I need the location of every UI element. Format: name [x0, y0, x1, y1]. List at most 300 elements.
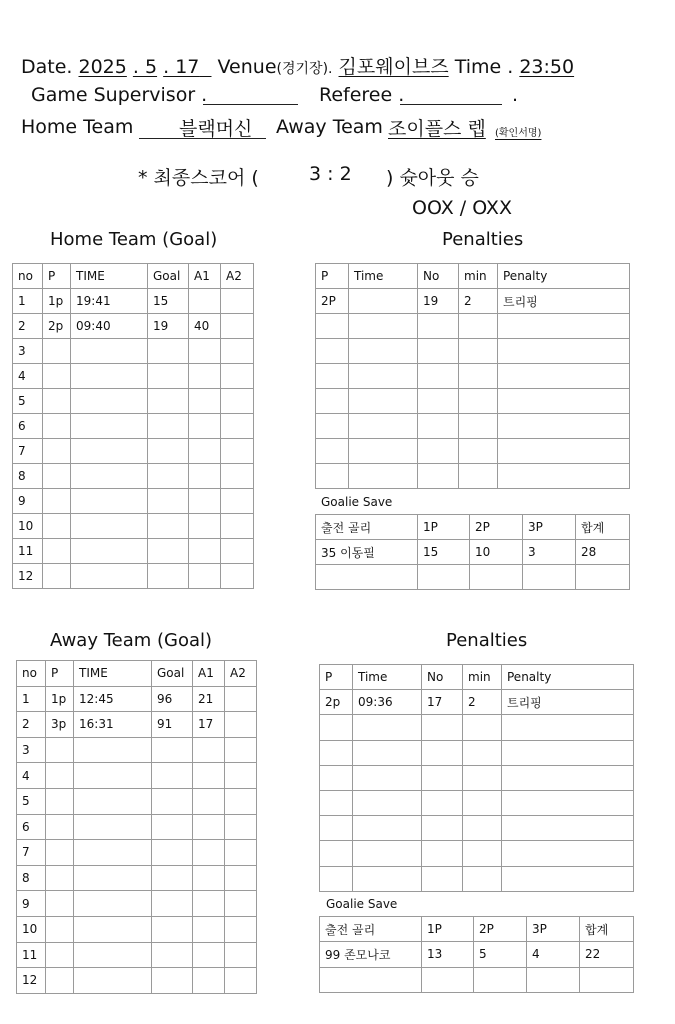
table-cell: 트리핑 [502, 690, 634, 715]
table-cell [148, 514, 189, 539]
table-row [13, 364, 254, 389]
column-header: Goal [152, 661, 193, 687]
table-cell [225, 737, 257, 763]
table-cell: 19 [148, 314, 189, 339]
shootout-result: OOX / OXX [412, 197, 512, 219]
table-cell [422, 967, 474, 992]
table-cell [349, 464, 418, 489]
table-cell [225, 840, 257, 866]
column-header: TIME [71, 264, 148, 289]
table-cell [463, 816, 502, 841]
table-cell [349, 364, 418, 389]
table-row [316, 565, 630, 590]
table-row [17, 942, 257, 968]
table-cell [148, 414, 189, 439]
table-cell [46, 737, 74, 763]
table-cell [463, 740, 502, 765]
table-cell [46, 788, 74, 814]
table-cell: 10 [470, 540, 523, 565]
table-cell [418, 439, 459, 464]
table-cell [193, 763, 225, 789]
table-cell: 3p [46, 712, 74, 738]
column-header: 3P [527, 917, 580, 942]
table-cell [225, 891, 257, 917]
table-row [13, 539, 254, 564]
table-cell [189, 514, 221, 539]
table-cell [74, 942, 152, 968]
table-cell [152, 788, 193, 814]
table-row [17, 840, 257, 866]
table-cell: 17 [193, 712, 225, 738]
column-header: min [463, 665, 502, 690]
table-cell: 9 [17, 891, 46, 917]
table-row [320, 866, 634, 891]
column-header: P [316, 264, 349, 289]
table-cell [74, 814, 152, 840]
column-header: A2 [225, 661, 257, 687]
table-cell: 21 [193, 686, 225, 712]
table-cell [46, 891, 74, 917]
table-cell [316, 439, 349, 464]
table-cell [74, 763, 152, 789]
column-header: Penalty [498, 264, 630, 289]
away-team-value: 조이플스 렙 [388, 118, 486, 140]
table-row [316, 439, 630, 464]
table-cell [502, 715, 634, 740]
table-cell [71, 539, 148, 564]
table-cell: 2 [13, 314, 43, 339]
table-cell [316, 339, 349, 364]
home-goals-title: Home Team (Goal) [50, 229, 218, 250]
column-header: 합계 [580, 917, 634, 942]
table-row [320, 765, 634, 790]
final-score-value: 3 : 2 [309, 163, 352, 185]
home-team-value: 블랙머신 [179, 118, 253, 140]
table-cell [353, 740, 422, 765]
table-cell [71, 364, 148, 389]
table-cell [422, 790, 463, 815]
table-cell [193, 968, 225, 994]
table-cell [43, 389, 71, 414]
table-cell [320, 816, 353, 841]
table-cell [320, 866, 353, 891]
table-cell [353, 866, 422, 891]
referee-end: . [512, 84, 519, 106]
table-cell [502, 841, 634, 866]
table-cell [193, 814, 225, 840]
table-cell [463, 841, 502, 866]
table-cell [189, 539, 221, 564]
table-cell [459, 414, 498, 439]
table-cell: 5 [13, 389, 43, 414]
table-cell [193, 840, 225, 866]
table-cell [148, 364, 189, 389]
column-header: P [43, 264, 71, 289]
table-cell: 5 [474, 942, 527, 967]
table-row [17, 814, 257, 840]
table-cell: 4 [17, 763, 46, 789]
table-cell: 28 [576, 540, 630, 565]
table-cell: 2 [17, 712, 46, 738]
table-cell [152, 763, 193, 789]
table-cell [189, 289, 221, 314]
table-cell [46, 814, 74, 840]
table-row [13, 489, 254, 514]
table-cell: 91 [152, 712, 193, 738]
table-cell [580, 967, 634, 992]
table-cell [353, 715, 422, 740]
table-cell [189, 439, 221, 464]
table-cell [502, 790, 634, 815]
header-row [316, 515, 630, 540]
column-header: P [320, 665, 353, 690]
table-row [17, 865, 257, 891]
away-goals-title: Away Team (Goal) [50, 630, 213, 651]
table-row [17, 712, 257, 738]
table-cell [152, 968, 193, 994]
table-cell: 1p [46, 686, 74, 712]
table-row [316, 389, 630, 414]
header-row [320, 917, 634, 942]
table-cell [316, 565, 418, 590]
column-header: 합계 [576, 515, 630, 540]
table-cell: 9 [13, 489, 43, 514]
table-cell: 6 [17, 814, 46, 840]
table-row [13, 564, 254, 589]
table-row [17, 686, 257, 712]
table-row [320, 816, 634, 841]
table-row [320, 740, 634, 765]
table-cell [470, 565, 523, 590]
table-cell [74, 840, 152, 866]
table-cell [189, 389, 221, 414]
table-cell [225, 763, 257, 789]
table-cell: 99 존모나코 [320, 942, 422, 967]
table-cell [71, 514, 148, 539]
column-header: Time [353, 665, 422, 690]
supervisor-label: Game Supervisor . [31, 84, 208, 106]
table-cell [523, 565, 576, 590]
table-cell [193, 916, 225, 942]
table-cell [320, 765, 353, 790]
table-cell: 19 [418, 289, 459, 314]
table-cell: 12:45 [74, 686, 152, 712]
table-row [17, 763, 257, 789]
table-cell [74, 865, 152, 891]
table-cell: 12 [13, 564, 43, 589]
table-cell: 13 [422, 942, 474, 967]
date-month: . 5 [132, 56, 158, 78]
table-cell: 3 [13, 339, 43, 364]
table-cell [320, 841, 353, 866]
table-cell: 1 [17, 686, 46, 712]
table-cell [459, 339, 498, 364]
column-header: 1P [418, 515, 470, 540]
column-header: A1 [189, 264, 221, 289]
table-cell [349, 339, 418, 364]
table-row [320, 967, 634, 992]
table-cell [353, 765, 422, 790]
table-cell [152, 865, 193, 891]
table-cell: 5 [17, 788, 46, 814]
table-row [13, 339, 254, 364]
supervisor-line [203, 104, 298, 105]
column-header: A1 [193, 661, 225, 687]
column-header: no [17, 661, 46, 687]
table-row [13, 389, 254, 414]
table-cell [148, 564, 189, 589]
table-cell [463, 866, 502, 891]
table-cell [71, 339, 148, 364]
table-cell: 10 [13, 514, 43, 539]
table-cell [349, 439, 418, 464]
column-header: no [13, 264, 43, 289]
home-penalties-table [315, 263, 630, 489]
date-label: Date. [21, 56, 73, 78]
final-score-suffix: ) 슛아웃 승 [386, 167, 479, 189]
table-cell [46, 865, 74, 891]
table-cell [152, 891, 193, 917]
venue-label: Venue [217, 56, 277, 78]
table-row [320, 690, 634, 715]
table-cell [422, 866, 463, 891]
home-goalie-table [315, 514, 630, 590]
table-cell [576, 565, 630, 590]
table-cell: 4 [13, 364, 43, 389]
table-cell [152, 916, 193, 942]
table-cell [225, 942, 257, 968]
table-cell [46, 942, 74, 968]
table-cell [353, 790, 422, 815]
table-cell [43, 439, 71, 464]
table-cell [221, 389, 254, 414]
column-header: min [459, 264, 498, 289]
table-cell: 7 [17, 840, 46, 866]
table-cell [43, 414, 71, 439]
table-cell [148, 489, 189, 514]
referee-line [400, 104, 502, 105]
table-cell: 3 [523, 540, 576, 565]
table-cell [320, 715, 353, 740]
table-cell: 트리핑 [498, 289, 630, 314]
table-cell [353, 816, 422, 841]
table-cell [422, 841, 463, 866]
table-cell: 2p [43, 314, 71, 339]
away-goals-table [16, 660, 257, 994]
table-cell [221, 439, 254, 464]
table-cell: 2p [320, 690, 353, 715]
home-penalties-title: Penalties [442, 229, 524, 250]
table-cell: 22 [580, 942, 634, 967]
table-cell [320, 790, 353, 815]
table-cell: 09:40 [71, 314, 148, 339]
column-header: Time [349, 264, 418, 289]
table-cell: 1 [13, 289, 43, 314]
table-cell: 96 [152, 686, 193, 712]
table-cell: 6 [13, 414, 43, 439]
table-cell [193, 788, 225, 814]
table-cell: 8 [17, 865, 46, 891]
table-cell [152, 814, 193, 840]
table-cell [463, 765, 502, 790]
table-cell [43, 564, 71, 589]
table-cell [418, 389, 459, 414]
column-header: TIME [74, 661, 152, 687]
table-cell: 11 [13, 539, 43, 564]
table-cell: 2P [316, 289, 349, 314]
table-cell [221, 514, 254, 539]
table-cell: 2 [463, 690, 502, 715]
table-cell: 7 [13, 439, 43, 464]
table-cell [459, 314, 498, 339]
table-cell [46, 916, 74, 942]
table-cell [225, 814, 257, 840]
table-cell [418, 464, 459, 489]
time-label: Time . [454, 56, 514, 78]
table-cell: 8 [13, 464, 43, 489]
date-year: 2025 [78, 56, 127, 78]
table-row [13, 314, 254, 339]
table-cell [221, 464, 254, 489]
table-cell: 3 [17, 737, 46, 763]
table-cell [502, 816, 634, 841]
table-cell: 19:41 [71, 289, 148, 314]
table-cell [418, 339, 459, 364]
table-cell: 12 [17, 968, 46, 994]
table-cell [189, 339, 221, 364]
table-row [17, 788, 257, 814]
table-cell [221, 414, 254, 439]
table-row [320, 715, 634, 740]
table-row [316, 464, 630, 489]
table-cell [422, 715, 463, 740]
table-cell [148, 339, 189, 364]
table-cell: 1p [43, 289, 71, 314]
table-cell [189, 489, 221, 514]
table-cell [43, 464, 71, 489]
table-cell [225, 788, 257, 814]
column-header: No [422, 665, 463, 690]
table-cell [152, 942, 193, 968]
date-line [21, 52, 574, 79]
table-cell [463, 715, 502, 740]
final-score-prefix: * 최종스코어 ( [138, 167, 259, 189]
table-cell [498, 464, 630, 489]
table-row [320, 841, 634, 866]
table-cell [498, 339, 630, 364]
table-cell [152, 840, 193, 866]
table-row [13, 464, 254, 489]
column-header: P [46, 661, 74, 687]
table-cell [459, 464, 498, 489]
table-row [17, 916, 257, 942]
table-row [13, 439, 254, 464]
table-cell [225, 865, 257, 891]
table-cell [498, 439, 630, 464]
table-cell [502, 740, 634, 765]
away-penalties-table [319, 664, 634, 892]
table-cell [316, 414, 349, 439]
column-header: No [418, 264, 459, 289]
table-cell [189, 414, 221, 439]
table-cell [74, 916, 152, 942]
table-cell [221, 539, 254, 564]
venue-value: 김포웨이브즈 [338, 56, 449, 78]
table-cell [463, 790, 502, 815]
table-cell [46, 968, 74, 994]
table-row [316, 540, 630, 565]
column-header: 출전 골리 [320, 917, 422, 942]
table-cell [498, 414, 630, 439]
table-cell [43, 489, 71, 514]
table-cell [502, 866, 634, 891]
table-cell [221, 364, 254, 389]
away-goalie-save-title: Goalie Save [326, 897, 398, 911]
confirm-sign: (확인서명) [495, 128, 542, 139]
table-cell [349, 289, 418, 314]
table-cell [74, 891, 152, 917]
table-cell [71, 564, 148, 589]
table-cell [152, 737, 193, 763]
table-cell [527, 967, 580, 992]
table-cell [225, 968, 257, 994]
table-cell: 4 [527, 942, 580, 967]
table-cell [71, 439, 148, 464]
table-cell [349, 389, 418, 414]
table-cell [498, 364, 630, 389]
table-cell [43, 339, 71, 364]
table-cell [498, 314, 630, 339]
table-row [13, 414, 254, 439]
table-row [320, 790, 634, 815]
table-cell [316, 364, 349, 389]
table-cell [193, 865, 225, 891]
referee-label: Referee . [319, 84, 405, 106]
table-cell [189, 364, 221, 389]
column-header: 출전 골리 [316, 515, 418, 540]
table-cell [221, 489, 254, 514]
table-cell [148, 464, 189, 489]
header-row [13, 264, 254, 289]
table-cell: 09:36 [353, 690, 422, 715]
table-cell [502, 765, 634, 790]
table-cell [74, 788, 152, 814]
table-cell [71, 489, 148, 514]
table-cell [320, 967, 422, 992]
home-team-label: Home Team [21, 116, 134, 138]
table-cell: 35 이동필 [316, 540, 418, 565]
table-cell [225, 916, 257, 942]
table-cell [422, 765, 463, 790]
table-cell: 2 [459, 289, 498, 314]
home-goalie-save-title: Goalie Save [321, 495, 393, 509]
table-cell [498, 389, 630, 414]
table-row [316, 314, 630, 339]
header-row [320, 665, 634, 690]
header-row [17, 661, 257, 687]
table-cell: 40 [189, 314, 221, 339]
table-cell [46, 763, 74, 789]
column-header: 2P [474, 917, 527, 942]
table-cell: 16:31 [74, 712, 152, 738]
away-goalie-table [319, 916, 634, 993]
table-row [13, 514, 254, 539]
table-cell [225, 712, 257, 738]
table-cell [349, 414, 418, 439]
table-row [13, 289, 254, 314]
table-cell [189, 464, 221, 489]
table-cell [43, 514, 71, 539]
